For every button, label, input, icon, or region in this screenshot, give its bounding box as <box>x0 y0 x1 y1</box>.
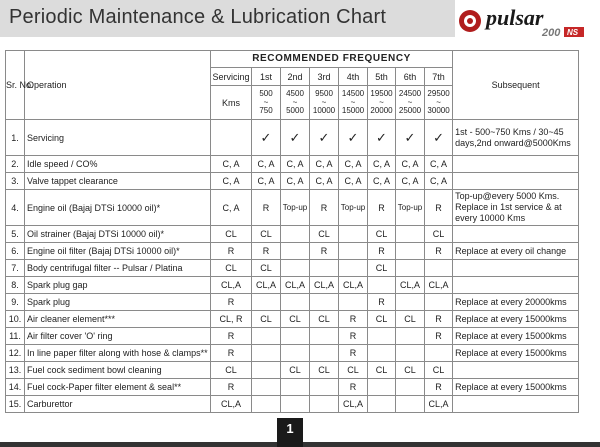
row-number: 11. <box>6 328 25 345</box>
row-service-4: ✓ <box>339 120 368 156</box>
row-service-1: CL <box>252 260 281 277</box>
header-service-4: 4th <box>339 68 368 86</box>
row-subsequent: Replace at every oil change <box>453 243 579 260</box>
row-service-2: C, A <box>281 173 310 190</box>
row-service-6 <box>396 226 425 243</box>
row-service-2: Top-up <box>281 190 310 226</box>
row-service-7: CL <box>425 362 453 379</box>
row-service-4: R <box>339 345 368 362</box>
row-subsequent <box>453 226 579 243</box>
header-service-2: 2nd <box>281 68 310 86</box>
row-service-6: CL,A <box>396 277 425 294</box>
row-service-3: ✓ <box>310 120 339 156</box>
row-service-2: CL <box>281 311 310 328</box>
row-service-3 <box>310 345 339 362</box>
row-service-3 <box>310 260 339 277</box>
header-sr-no: Sr. No. <box>6 51 25 120</box>
row-service-1 <box>252 379 281 396</box>
row-service-6 <box>396 243 425 260</box>
row-service-6 <box>396 260 425 277</box>
row-service-4: R <box>339 328 368 345</box>
row-service-4: R <box>339 311 368 328</box>
row-service-4 <box>339 260 368 277</box>
row-service-7: CL,A <box>425 396 453 413</box>
header-kms: Kms <box>211 86 252 120</box>
row-operation: Air filter cover 'O' ring <box>25 328 211 345</box>
row-service-2: ✓ <box>281 120 310 156</box>
row-service-5: R <box>368 243 396 260</box>
row-service-5 <box>368 379 396 396</box>
row-subsequent: Replace at every 15000kms <box>453 379 579 396</box>
row-service-3: CL <box>310 226 339 243</box>
row-service-4: Top-up <box>339 190 368 226</box>
row-service-3: C, A <box>310 173 339 190</box>
header-km-range-4: 14500 ~ 15000 <box>339 86 368 120</box>
row-operation: Oil strainer (Bajaj DTSi 10000 oil)* <box>25 226 211 243</box>
row-service-6: CL <box>396 311 425 328</box>
row-service-1 <box>252 345 281 362</box>
row-servicing: C, A <box>211 190 252 226</box>
row-service-1 <box>252 294 281 311</box>
row-servicing: R <box>211 328 252 345</box>
page-number: 1 <box>277 418 303 447</box>
row-service-2: CL,A <box>281 277 310 294</box>
row-subsequent: Top-up@every 5000 Kms. Replace in 1st service & at every 10000 Kms <box>453 190 579 226</box>
row-number: 5. <box>6 226 25 243</box>
row-operation: Spark plug <box>25 294 211 311</box>
header-km-range-3: 9500 ~ 10000 <box>310 86 339 120</box>
row-operation: Carburettor <box>25 396 211 413</box>
row-servicing: R <box>211 294 252 311</box>
row-service-6: CL <box>396 362 425 379</box>
row-service-1: C, A <box>252 173 281 190</box>
row-service-3: C, A <box>310 156 339 173</box>
row-servicing: CL,A <box>211 277 252 294</box>
header-service-5: 5th <box>368 68 396 86</box>
row-subsequent <box>453 156 579 173</box>
row-service-7: CL <box>425 226 453 243</box>
row-subsequent <box>453 362 579 379</box>
row-service-5 <box>368 328 396 345</box>
row-subsequent: Replace at every 15000kms <box>453 328 579 345</box>
row-service-7: C, A <box>425 156 453 173</box>
row-service-6: C, A <box>396 156 425 173</box>
row-service-5: CL <box>368 260 396 277</box>
table-row <box>6 294 579 311</box>
table-row <box>6 311 579 328</box>
row-number: 12. <box>6 345 25 362</box>
row-service-3: CL <box>310 311 339 328</box>
row-service-7: C, A <box>425 173 453 190</box>
row-service-1: CL <box>252 311 281 328</box>
row-number: 13. <box>6 362 25 379</box>
row-service-7 <box>425 294 453 311</box>
header-service-1: 1st <box>252 68 281 86</box>
row-service-2 <box>281 379 310 396</box>
row-service-1: R <box>252 190 281 226</box>
row-operation: Body centrifugal filter -- Pulsar / Platina <box>25 260 211 277</box>
row-servicing: CL, R <box>211 311 252 328</box>
row-subsequent <box>453 260 579 277</box>
table-row <box>6 328 579 345</box>
row-service-1: CL,A <box>252 277 281 294</box>
row-subsequent: Replace at every 15000kms <box>453 345 579 362</box>
row-service-4 <box>339 294 368 311</box>
row-service-1 <box>252 362 281 379</box>
row-service-7: R <box>425 379 453 396</box>
row-service-1 <box>252 396 281 413</box>
table-row <box>6 243 579 260</box>
pulsar-logo <box>456 4 596 38</box>
row-service-5: C, A <box>368 156 396 173</box>
header-operation: Operation <box>25 51 211 120</box>
row-service-3: CL <box>310 362 339 379</box>
row-number: 7. <box>6 260 25 277</box>
row-service-7: R <box>425 328 453 345</box>
page-title: Periodic Maintenance & Lubrication Chart <box>9 6 387 28</box>
row-number: 9. <box>6 294 25 311</box>
row-service-5: R <box>368 190 396 226</box>
row-number: 8. <box>6 277 25 294</box>
header-km-range-7: 29500 ~ 30000 <box>425 86 453 120</box>
row-service-7 <box>425 345 453 362</box>
row-service-4 <box>339 243 368 260</box>
row-service-2 <box>281 294 310 311</box>
header-subsequent: Subsequent <box>453 51 579 120</box>
row-servicing: CL <box>211 260 252 277</box>
row-service-5: CL <box>368 226 396 243</box>
row-service-6: C, A <box>396 173 425 190</box>
row-operation: Fuel cock-Paper filter element & seal** <box>25 379 211 396</box>
row-subsequent <box>453 277 579 294</box>
row-number: 1. <box>6 120 25 156</box>
row-service-7: ✓ <box>425 120 453 156</box>
row-service-3: R <box>310 190 339 226</box>
row-servicing: C, A <box>211 173 252 190</box>
row-service-5 <box>368 345 396 362</box>
row-operation: Servicing <box>25 120 211 156</box>
header-service-3: 3rd <box>310 68 339 86</box>
row-service-3 <box>310 396 339 413</box>
row-service-6 <box>396 294 425 311</box>
row-operation: Air cleaner element*** <box>25 311 211 328</box>
row-service-1: ✓ <box>252 120 281 156</box>
row-service-4: C, A <box>339 156 368 173</box>
row-service-6 <box>396 328 425 345</box>
row-service-1: CL <box>252 226 281 243</box>
table-row <box>6 190 579 226</box>
table-row <box>6 173 579 190</box>
row-service-3: CL,A <box>310 277 339 294</box>
row-subsequent <box>453 396 579 413</box>
row-servicing: CL <box>211 226 252 243</box>
row-service-2 <box>281 226 310 243</box>
row-service-6 <box>396 345 425 362</box>
row-operation: Idle speed / CO% <box>25 156 211 173</box>
row-service-4: C, A <box>339 173 368 190</box>
row-servicing: CL <box>211 362 252 379</box>
table-row <box>6 226 579 243</box>
row-operation: In line paper filter along with hose & clamps** <box>25 345 211 362</box>
row-subsequent: Replace at every 15000kms <box>453 311 579 328</box>
brand-name-text: pulsar <box>486 5 544 30</box>
row-service-7: CL,A <box>425 277 453 294</box>
row-service-2 <box>281 345 310 362</box>
header-km-range-5: 19500 ~ 20000 <box>368 86 396 120</box>
row-service-7 <box>425 260 453 277</box>
title-bar <box>0 0 455 37</box>
row-subsequent: 1st - 500~750 Kms / 30~45 days,2nd onward@5000Kms <box>453 120 579 156</box>
row-service-2 <box>281 260 310 277</box>
header-service-7: 7th <box>425 68 453 86</box>
row-servicing: CL,A <box>211 396 252 413</box>
brand-suffix-text: NS <box>567 28 579 37</box>
row-number: 15. <box>6 396 25 413</box>
maintenance-table <box>5 50 579 413</box>
row-service-5 <box>368 396 396 413</box>
row-service-2 <box>281 328 310 345</box>
header-km-range-6: 24500 ~ 25000 <box>396 86 425 120</box>
row-number: 14. <box>6 379 25 396</box>
row-service-5: C, A <box>368 173 396 190</box>
row-service-4: CL,A <box>339 277 368 294</box>
brand-model-text: 200 <box>542 27 561 39</box>
row-operation: Engine oil (Bajaj DTSi 10000 oil)* <box>25 190 211 226</box>
row-service-7: R <box>425 190 453 226</box>
table-row <box>6 260 579 277</box>
row-service-5: R <box>368 294 396 311</box>
table-row <box>6 362 579 379</box>
row-servicing: R <box>211 379 252 396</box>
row-service-1: R <box>252 243 281 260</box>
header-recommended-frequency: RECOMMENDED FREQUENCY <box>211 51 453 68</box>
row-service-6: Top-up <box>396 190 425 226</box>
row-operation: Engine oil filter (Bajaj DTSi 10000 oil)* <box>25 243 211 260</box>
row-service-5 <box>368 277 396 294</box>
row-service-2 <box>281 396 310 413</box>
row-number: 10. <box>6 311 25 328</box>
row-operation: Valve tappet clearance <box>25 173 211 190</box>
row-service-6: ✓ <box>396 120 425 156</box>
row-service-4: R <box>339 379 368 396</box>
table-row <box>6 120 579 156</box>
row-number: 2. <box>6 156 25 173</box>
row-number: 3. <box>6 173 25 190</box>
table-row <box>6 396 579 413</box>
row-service-7: R <box>425 243 453 260</box>
header-servicing: Servicing <box>211 68 252 86</box>
row-servicing: R <box>211 243 252 260</box>
row-service-4: CL <box>339 362 368 379</box>
row-service-2 <box>281 243 310 260</box>
row-service-2: C, A <box>281 156 310 173</box>
row-service-3 <box>310 294 339 311</box>
row-service-3: R <box>310 243 339 260</box>
row-service-4 <box>339 226 368 243</box>
row-number: 6. <box>6 243 25 260</box>
table-row <box>6 345 579 362</box>
row-service-5: ✓ <box>368 120 396 156</box>
row-service-5: CL <box>368 311 396 328</box>
header-km-range-2: 4500 ~ 5000 <box>281 86 310 120</box>
row-servicing: R <box>211 345 252 362</box>
row-operation: Spark plug gap <box>25 277 211 294</box>
row-servicing: C, A <box>211 156 252 173</box>
row-number: 4. <box>6 190 25 226</box>
row-subsequent: Replace at every 20000kms <box>453 294 579 311</box>
row-subsequent <box>453 173 579 190</box>
row-service-4: CL,A <box>339 396 368 413</box>
table-row <box>6 277 579 294</box>
row-service-5: CL <box>368 362 396 379</box>
row-operation: Fuel cock sediment bowl cleaning <box>25 362 211 379</box>
row-servicing <box>211 120 252 156</box>
table-row <box>6 379 579 396</box>
header-service-6: 6th <box>396 68 425 86</box>
header-km-range-1: 500 ~ 750 <box>252 86 281 120</box>
row-service-3 <box>310 379 339 396</box>
row-service-2: CL <box>281 362 310 379</box>
row-service-1 <box>252 328 281 345</box>
row-service-3 <box>310 328 339 345</box>
row-service-6 <box>396 379 425 396</box>
table-row <box>6 156 579 173</box>
row-service-7: R <box>425 311 453 328</box>
row-service-1: C, A <box>252 156 281 173</box>
row-service-6 <box>396 396 425 413</box>
